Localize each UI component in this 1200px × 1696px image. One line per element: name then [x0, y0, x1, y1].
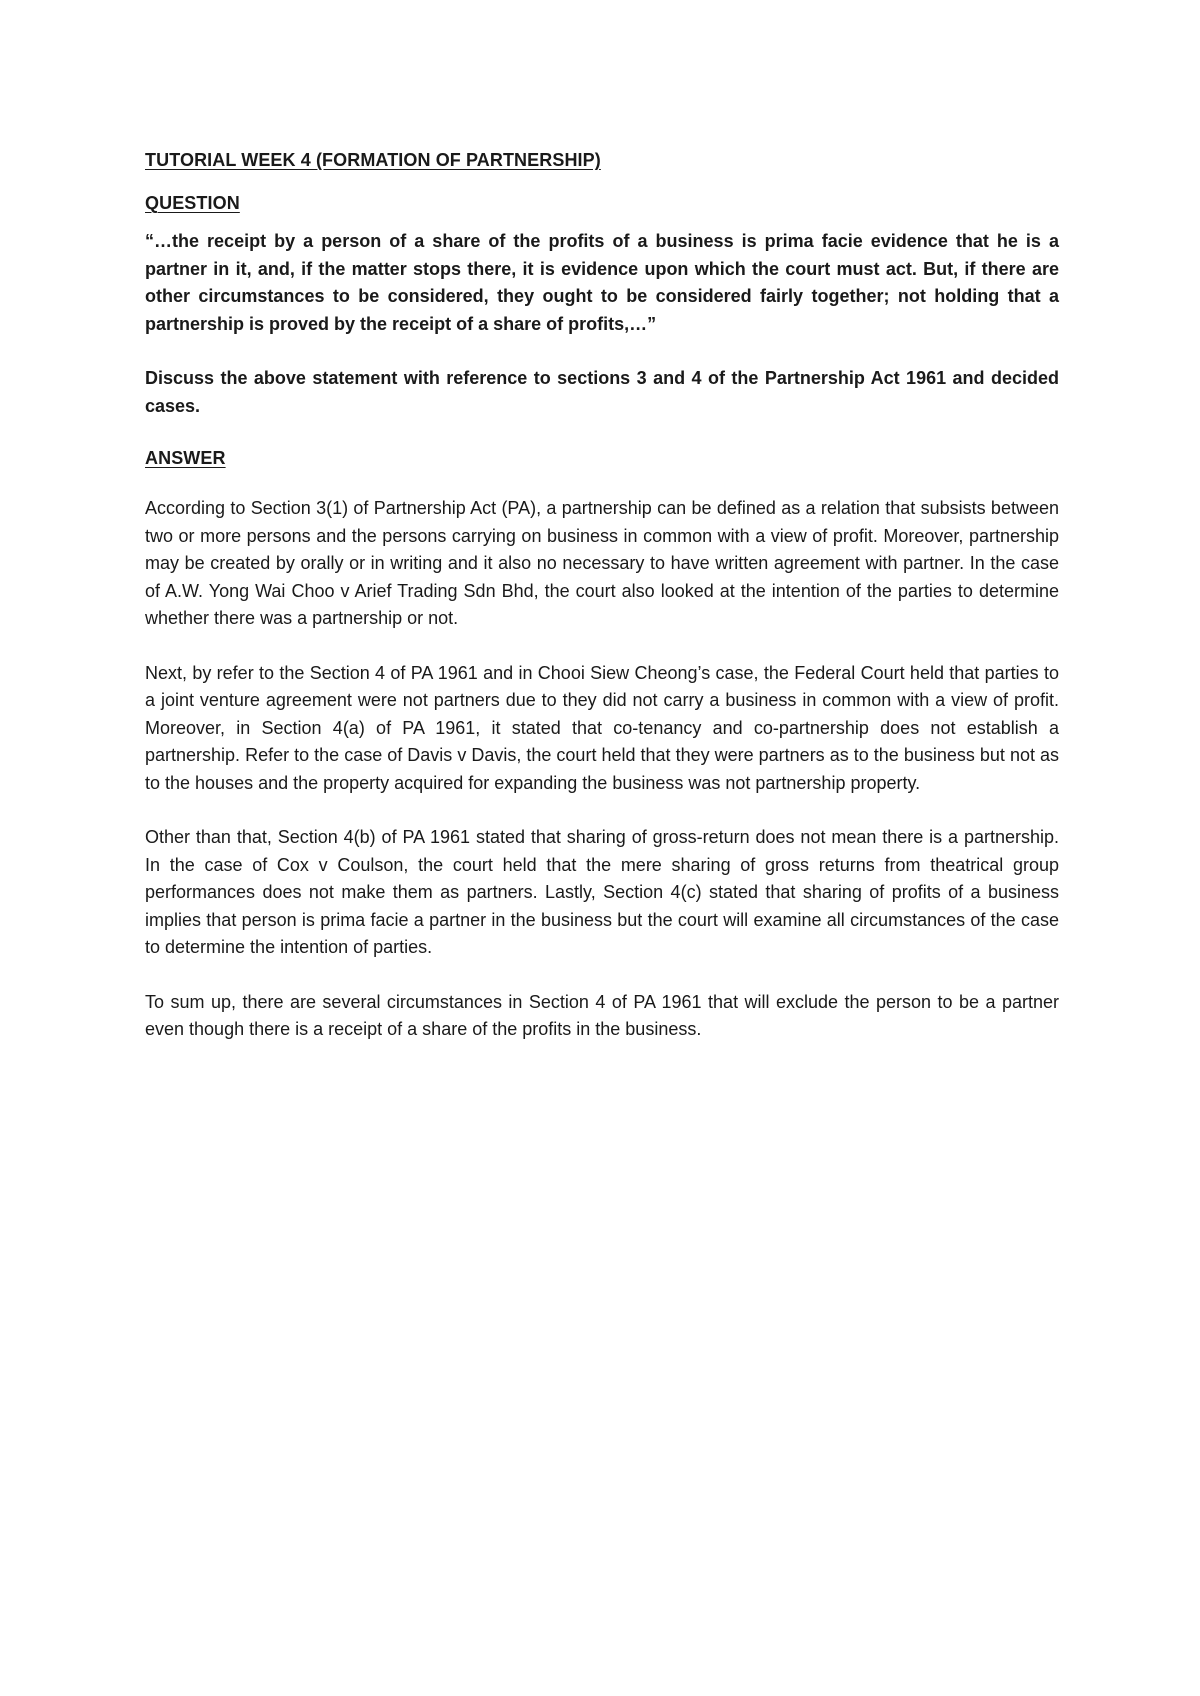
answer-paragraph-2: Next, by refer to the Section 4 of PA 1961 and in Chooi Siew Cheong’s case, the Federal Court held that parties to a joint venture agreement were not partners due to they did not carry a business in common with a view of profit. Moreover, in Section 4(a) of PA 1961, it stated that co-tenancy and co-partnership does not establish a partnership. Refer to the case of Davis v Davis, the court held that they were partners as to the business but not as to the houses and the property acquired for expanding the business was not partnership property. — [145, 662, 1059, 793]
document-title: TUTORIAL WEEK 4 (FORMATION OF PARTNERSHIP) — [145, 150, 601, 170]
document-page — [145, 150, 1059, 1071]
answer-paragraph-3: Other than that, Section 4(b) of PA 1961 stated that sharing of gross-return does not mean there is a partnership. In the case of Cox v Coulson, the court held that the mere sharing of gross returns from theatrical group performances does not make them as partners. Lastly, Section 4(c) stated that sharing of profits of a business implies that person is prima facie a partner in the business but the court will examine all circumstances of the case to determine the intention of parties. — [145, 827, 1059, 957]
question-quote: “…the receipt by a person of a share of the profits of a business is prima facie evidence that he is a partner in it, and, if the matter stops there, it is evidence upon which the court must act. But, if there are other circumstances to be considered, they ought to be considered fairly together; not holding that a partnership is proved by the receipt of a share of profits,…” — [145, 231, 1059, 334]
answer-paragraph-4: To sum up, there are several circumstances in Section 4 of PA 1961 that will exclude the person to be a partner even though there is a receipt of a share of the profits in the business. — [145, 991, 1059, 1039]
question-task: Discuss the above statement with reference to sections 3 and 4 of the Partnership Act 1961 and decided cases. — [145, 368, 1059, 416]
answer-heading: ANSWER — [145, 448, 226, 468]
answer-paragraph-1: According to Section 3(1) of Partnership Act (PA), a partnership can be defined as a relation that subsists between two or more persons and the persons carrying on business in common with a view of profit. Moreover, partnership may be created by orally or in writing and it also no necessary to have written agreement with partner. In the case of A.W. Yong Wai Choo v Arief Trading Sdn Bhd, the court also looked at the intention of the parties to determine whether there was a partnership or not. — [145, 498, 1059, 628]
question-heading: QUESTION — [145, 193, 240, 213]
